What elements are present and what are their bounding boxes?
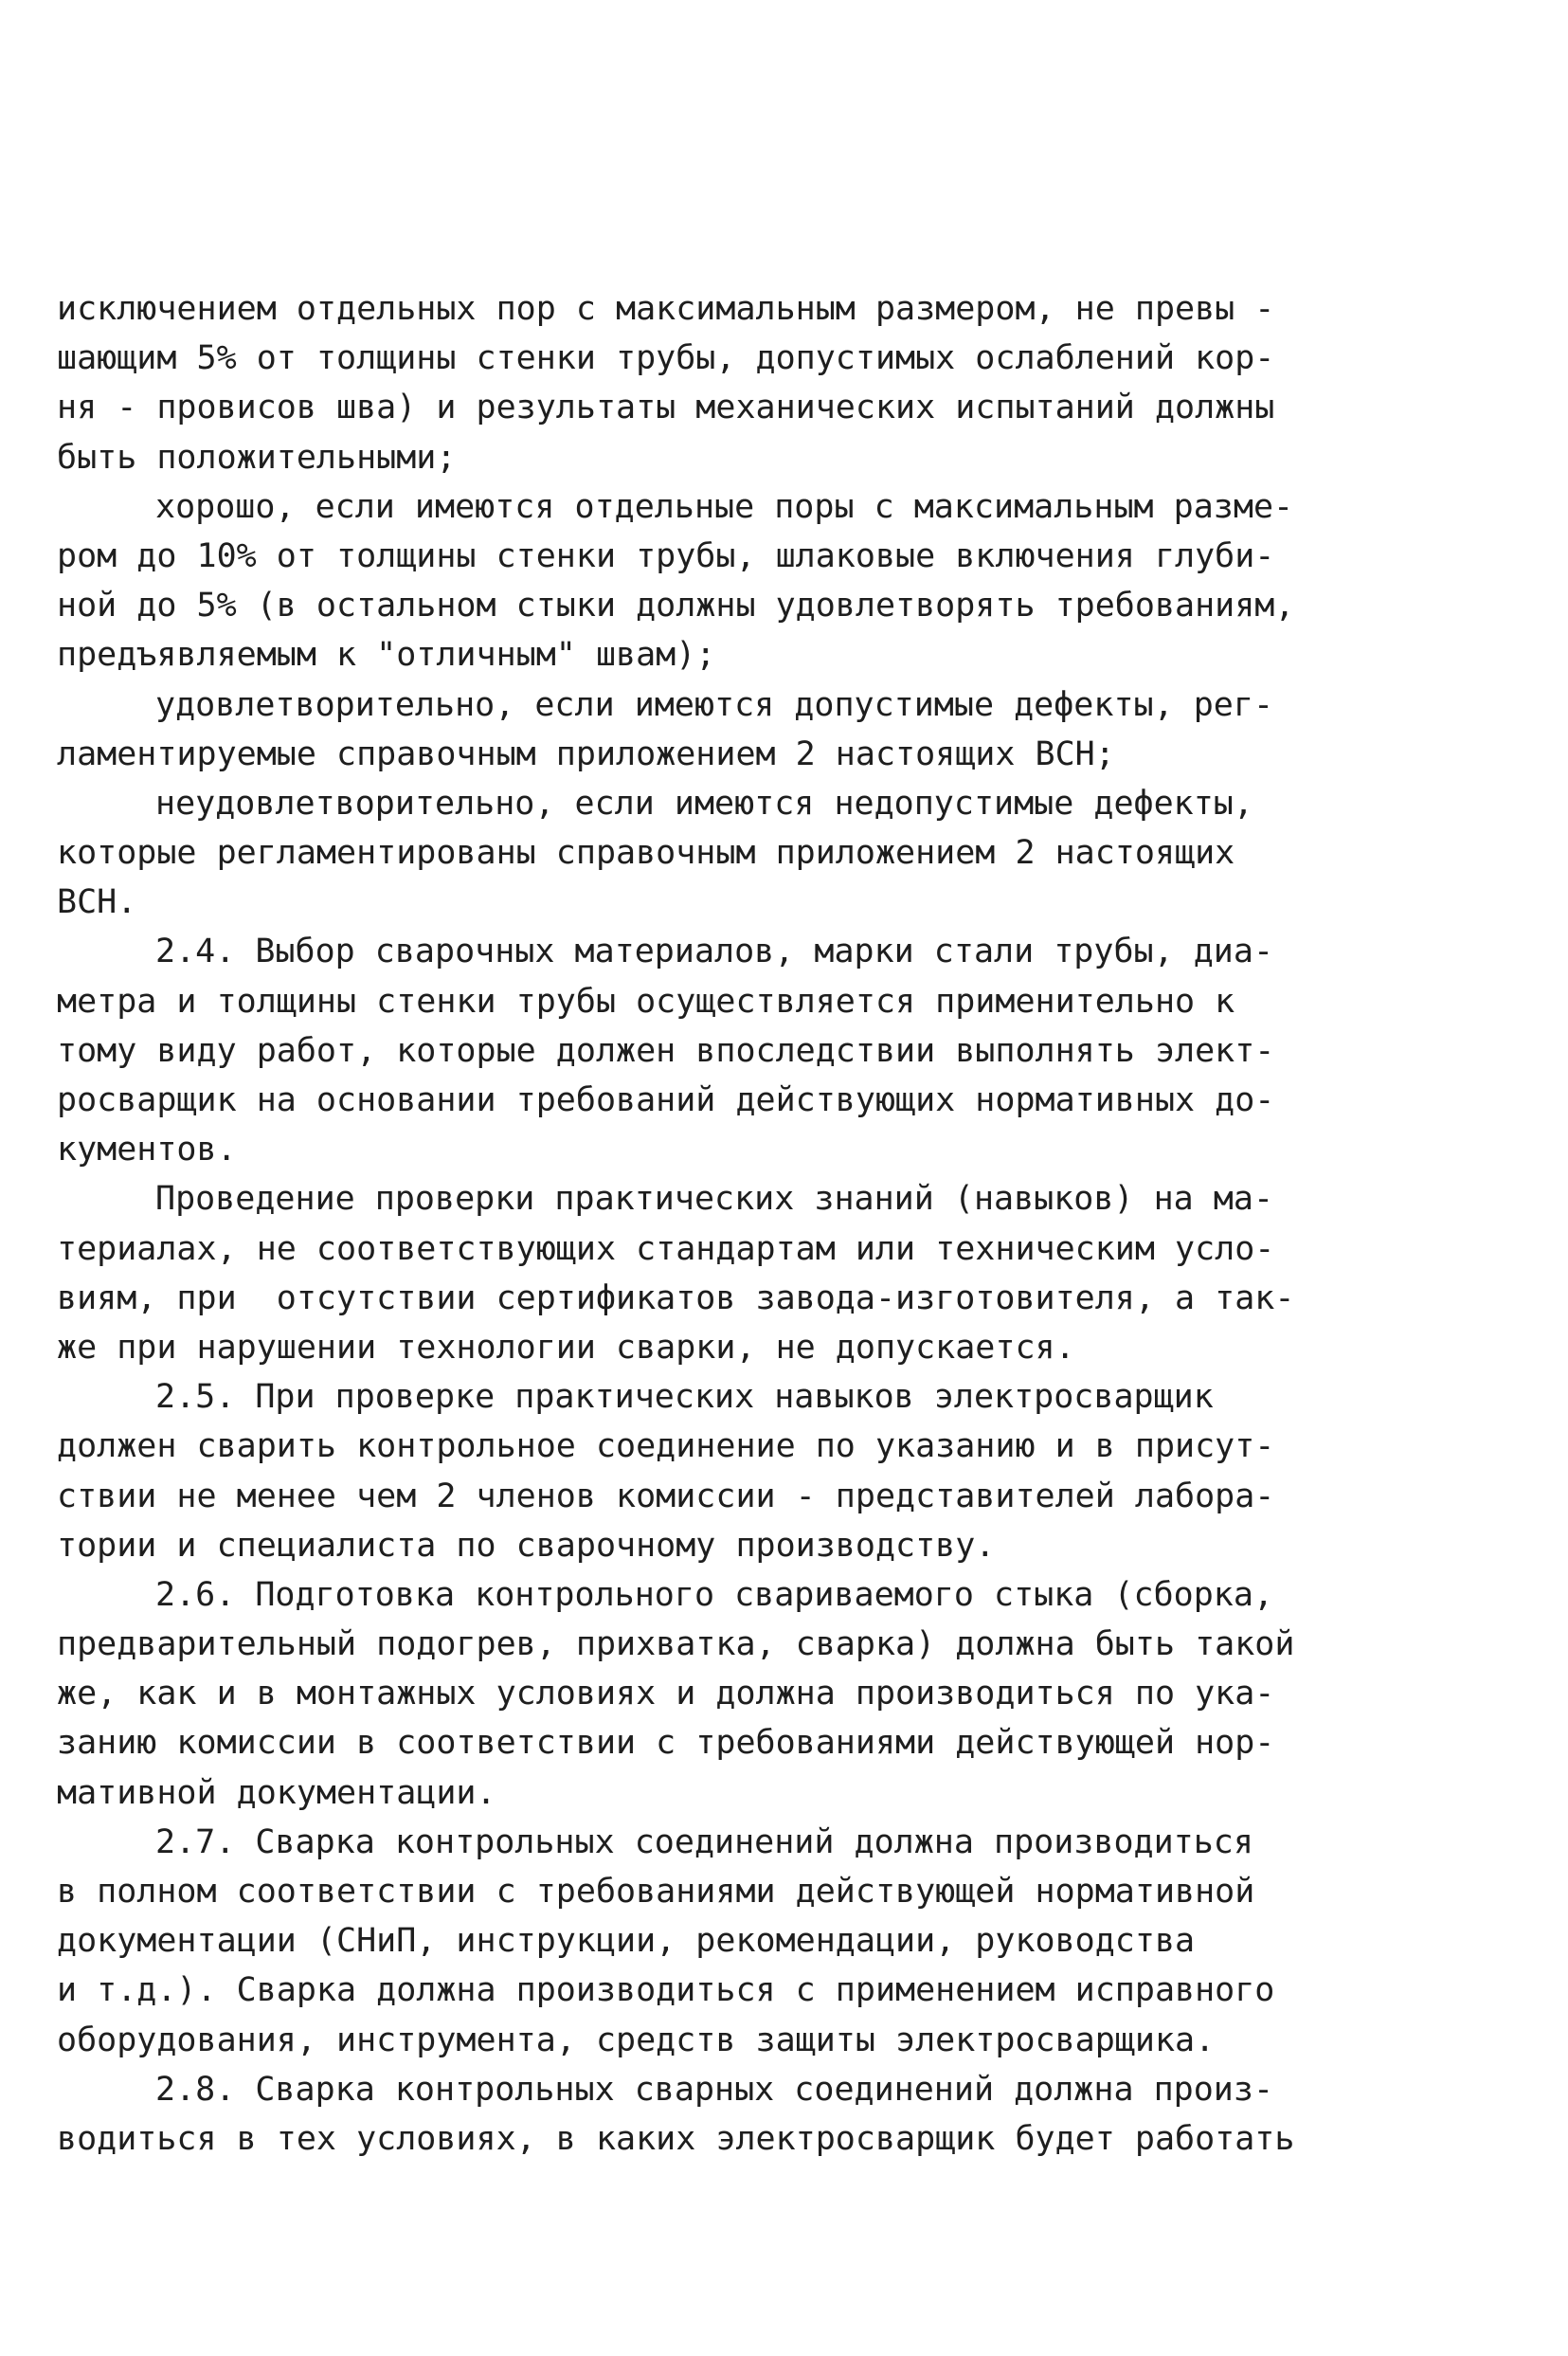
text-line: шающим 5% от толщины стенки трубы, допустимых ослаблений кор- — [57, 339, 1275, 378]
text-line: ня - провисов шва) и результаты механических испытаний должны — [57, 389, 1275, 427]
text-line: ром до 10% от толщины стенки трубы, шлаковые включения глуби- — [57, 536, 1275, 575]
text-line: 2.6. Подготовка контрольного свариваемого стыка (сборка, — [155, 1575, 1274, 1614]
text-line: виям, при отсутствии сертификатов завода-изготовителя, а так- — [57, 1278, 1295, 1317]
text-line: неудовлетворительно, если имеются недопустимые дефекты, — [155, 784, 1253, 823]
text-line: удовлетворительно, если имеются допустимые дефекты, рег- — [155, 685, 1274, 724]
text-line: 2.7. Сварка контрольных соединений должна производиться — [155, 1822, 1253, 1861]
text-line: которые регламентированы справочным приложением 2 настоящих — [57, 834, 1235, 873]
text-line: тории и специалиста по сварочному производству. — [57, 1526, 996, 1565]
text-line: ламентируемые справочным приложением 2 настоящих ВСН; — [57, 734, 1115, 773]
text-line: хорошо, если имеются отдельные поры с максимальным разме- — [155, 487, 1294, 526]
text-line: быть положительными; — [57, 438, 457, 477]
text-line: в полном соответствии с требованиями действующей нормативной — [57, 1873, 1255, 1911]
text-line: водиться в тех условиях, в каких электросварщик будет работать — [57, 2119, 1295, 2158]
text-line: исключением отдельных пор с максимальным размером, не превы - — [57, 290, 1275, 328]
text-line: метра и толщины стенки трубы осуществляется применительно к — [57, 982, 1235, 1021]
text-line: предварительный подогрев, прихватка, сварка) должна быть такой — [57, 1625, 1295, 1664]
text-line: мативной документации. — [57, 1773, 496, 1812]
text-line: Проведение проверки практических знаний (навыков) на ма- — [155, 1180, 1274, 1219]
text-line: и т.д.). Сварка должна производиться с применением исправного — [57, 1971, 1275, 2010]
text-line: 2.8. Сварка контрольных сварных соединений должна произ- — [155, 2070, 1274, 2109]
text-line: 2.5. При проверке практических навыков электросварщик — [155, 1378, 1214, 1417]
text-line: же при нарушении технологии сварки, не допускается. — [57, 1328, 1075, 1367]
document-body-text — [57, 284, 1295, 2164]
text-line: тому виду работ, которые должен впоследствии выполнять элект- — [57, 1031, 1275, 1070]
text-line: росварщик на основании требований действующих нормативных до- — [57, 1081, 1275, 1119]
text-line: предъявляемым к "отличным" швам); — [57, 636, 716, 675]
text-line: ствии не менее чем 2 членов комиссии - представителей лабора- — [57, 1477, 1275, 1515]
text-line: оборудования, инструмента, средств защиты электросварщика. — [57, 2021, 1216, 2059]
text-line: териалах, не соответствующих стандартам или техническим усло- — [57, 1229, 1275, 1268]
text-line: занию комиссии в соответствии с требованиями действующей нор- — [57, 1724, 1275, 1763]
text-line: же, как и в монтажных условиях и должна производиться по ука- — [57, 1675, 1275, 1713]
text-line: ной до 5% (в остальном стыки должны удовлетворять требованиям, — [57, 587, 1295, 625]
text-line: должен сварить контрольное соединение по указанию и в присут- — [57, 1427, 1275, 1466]
text-line: кументов. — [57, 1131, 237, 1169]
text-line: ВСН. — [57, 883, 137, 922]
text-line: документации (СНиП, инструкции, рекомендации, руководства — [57, 1922, 1196, 1961]
text-line: 2.4. Выбор сварочных материалов, марки стали трубы, диа- — [155, 933, 1274, 971]
